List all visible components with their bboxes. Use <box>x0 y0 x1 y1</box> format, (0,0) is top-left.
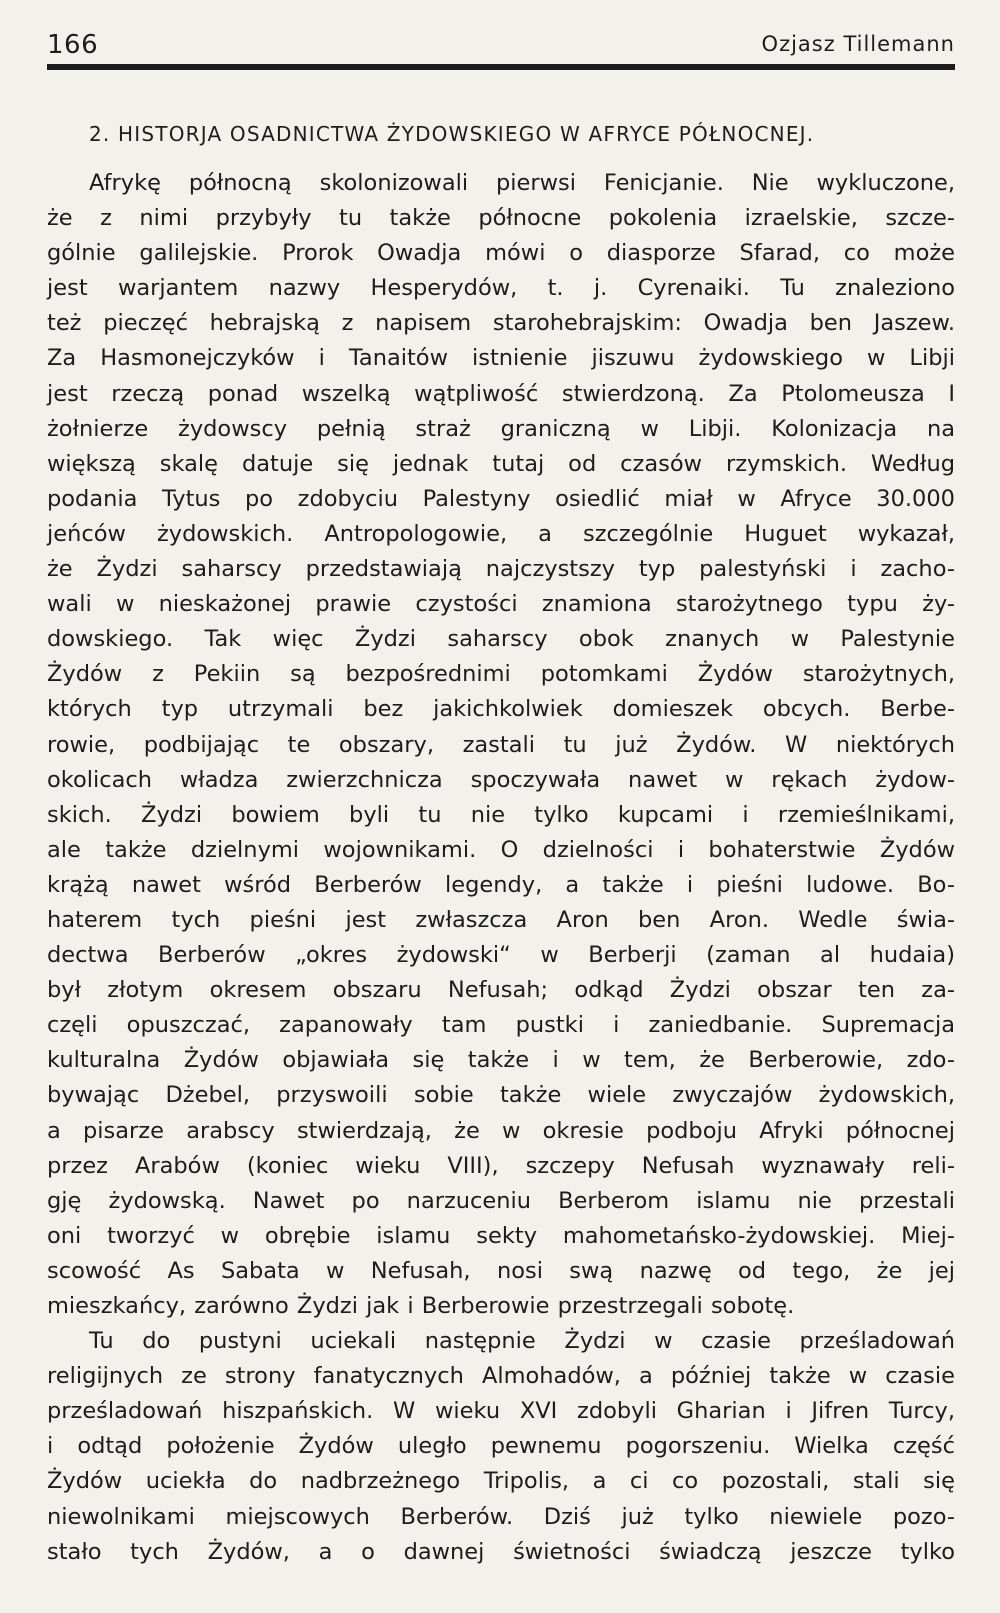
text-line: skich. Żydzi bowiem byli tu nie tylko kupcami i rzemieślnikami, <box>47 801 955 828</box>
text-line: oni tworzyć w obrębie islamu sekty mahometańsko-żydowskiej. Miej- <box>47 1222 955 1249</box>
text-line: krążą nawet wśród Berberów legendy, a także i pieśni ludowe. Bo- <box>47 871 955 898</box>
text-line: Żydów z Pekiin są bezpośrednimi potomkami Żydów starożytnych, <box>47 661 955 688</box>
text-line: rowie, podbijając te obszary, zastali tu już Żydów. W niektórych <box>47 731 955 758</box>
text-line: jeńców żydowskich. Antropologowie, a szczególnie Huguet wykazał, <box>47 520 955 547</box>
text-line: okolicach władza zwierzchnicza spoczywała nawet w rękach żydow- <box>47 766 955 793</box>
page-number: 166 <box>47 30 99 60</box>
book-page <box>47 0 955 1613</box>
text-line: gólnie galilejskie. Prorok Owadja mówi o diasporze Sfarad, co może <box>47 240 955 267</box>
body-text <box>47 166 955 1570</box>
text-line: gję żydowską. Nawet po narzuceniu Berberom islamu nie przestali <box>47 1187 955 1214</box>
paragraph <box>47 166 955 1324</box>
text-line: i odtąd położenie Żydów uległo pewnemu pogorszeniu. Wielka część <box>47 1433 955 1460</box>
text-line: mieszkańcy, zarówno Żydzi jak i Berberowie przestrzegali sobotę. <box>47 1293 795 1319</box>
text-line: podania Tytus po zdobyciu Palestyny osiedlić miał w Afryce 30.000 <box>47 485 955 512</box>
text-line: bywając Dżebel, przyswoili sobie także wiele zwyczajów żydowskich, <box>47 1082 955 1109</box>
text-line: a pisarze arabscy stwierdzają, że w okresie podboju Afryki północnej <box>47 1117 955 1144</box>
text-line: był złotym okresem obszaru Nefusah; odkąd Żydzi obszar ten za- <box>47 977 955 1004</box>
text-line: Żydów uciekła do nadbrzeżnego Tripolis, a ci co pozostali, stali się <box>47 1468 955 1495</box>
text-line: przez Arabów (koniec wieku VIII), szczepy Nefusah wyznawały reli- <box>47 1152 955 1179</box>
text-line: jest rzeczą ponad wszelką wątpliwość stwierdzoną. Za Ptolomeusza I <box>47 380 955 407</box>
text-line: Za Hasmonejczyków i Tanaitów istnienie jiszuwu żydowskiego w Libji <box>47 345 955 372</box>
section-heading: 2. HISTORJA OSADNICTWA ŻYDOWSKIEGO W AFRYCE PÓŁNOCNEJ. <box>89 122 815 146</box>
text-line: ale także dzielnymi wojownikami. O dzielności i bohaterstwie Żydów <box>47 836 955 863</box>
text-line: większą skalę datuje się jednak tutaj od czasów rzymskich. Według <box>47 450 955 477</box>
text-line: wali w nieskażonej prawie czystości znamiona starożytnego typu ży- <box>47 591 955 618</box>
running-title: Ozjasz Tillemann <box>761 32 955 56</box>
text-line: jest warjantem nazwy Hesperydów, t. j. Cyrenaiki. Tu znaleziono <box>47 275 955 302</box>
text-line: żołnierze żydowscy pełnią straż graniczną w Libji. Kolonizacja na <box>47 415 955 442</box>
text-line: religijnych ze strony fanatycznych Almohadów, a później także w czasie <box>47 1363 955 1390</box>
text-line: haterem tych pieśni jest zwłaszcza Aron ben Aron. Wedle świa- <box>47 906 955 933</box>
text-line: których typ utrzymali bez jakichkolwiek domieszek obcych. Berbe- <box>47 696 955 723</box>
text-line: prześladowań hiszpańskich. W wieku XVI zdobyli Gharian i Jifren Turcy, <box>47 1398 955 1425</box>
text-line: kulturalna Żydów objawiała się także i w tem, że Berberowie, zdo- <box>47 1047 955 1074</box>
text-line: Afrykę północną skolonizowali pierwsi Fenicjanie. Nie wykluczone, <box>89 170 955 196</box>
text-line: częli opuszczać, zapanowały tam pustki i zaniedbanie. Supremacja <box>47 1012 955 1039</box>
text-line: że Żydzi saharscy przedstawiają najczystszy typ palestyński i zacho- <box>47 556 955 583</box>
paragraph <box>47 1324 955 1570</box>
text-line: dectwa Berberów „okres żydowski“ w Berberji (zaman al hudaia) <box>47 942 955 969</box>
header-rule <box>47 64 955 70</box>
text-line: scowość As Sabata w Nefusah, nosi swą nazwę od tego, że jej <box>47 1257 955 1284</box>
text-line: niewolnikami miejscowych Berberów. Dziś już tylko niewiele pozo- <box>47 1503 955 1530</box>
text-line: też pieczęć hebrajską z napisem starohebrajskim: Owadja ben Jaszew. <box>47 310 955 337</box>
text-line: że z nimi przybyły tu także północne pokolenia izraelskie, szcze- <box>47 205 955 232</box>
text-line: dowskiego. Tak więc Żydzi saharscy obok znanych w Palestynie <box>47 626 955 653</box>
text-line: stało tych Żydów, a o dawnej świetności świadczą jeszcze tylko <box>47 1538 955 1565</box>
text-line: Tu do pustyni uciekali następnie Żydzi w czasie prześladowań <box>89 1328 955 1355</box>
running-head <box>47 30 955 66</box>
